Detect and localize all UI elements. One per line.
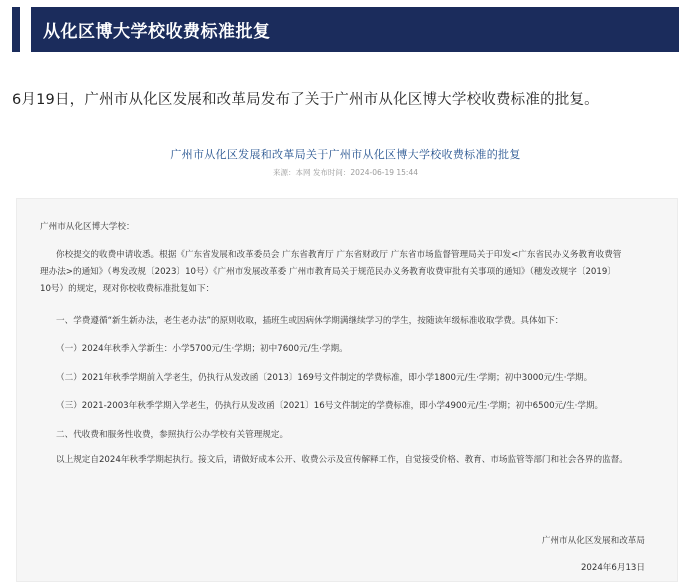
document-paragraph-1-line-2: 理办法>的通知》（粤发改规〔2023〕10号）《广州市发展改革委 广州市教育局关于规范民办义务教育收费审批有关事项的通知》（穗发改规字〔2019〕	[40, 267, 616, 277]
document-item-1b: （二）2021年秋季学期前入学老生，仍执行从发改函〔2013〕169号文件制定的学费标准，即小学1800元/生·学期；初中3000元/生·学期。	[56, 373, 593, 383]
header-title: 从化区博大学校收费标准批复	[43, 22, 271, 42]
document-salutation: 广州市从化区博大学校：	[40, 222, 135, 232]
document-paragraph-1: 你校提交的收费申请收悉。根据《广东省发展和改革委员会 广东省教育厅 广东省财政厅 广东省市场监督管理局关于印发<广东省民办义务教育收费管	[56, 250, 622, 260]
document-item-2: 二、代收费和服务性收费，参照执行公办学校有关管理规定。	[56, 430, 289, 440]
document-closing: 以上规定自2024年秋季学期起执行。接文后，请做好成本公开、收费公示及宣传解释工作，自觉接受价格、教育、市场监管等部门和社会各界的监督。	[56, 455, 628, 465]
document-meta: 来源：本网 发布时间：2024-06-19 15:44	[273, 168, 418, 177]
document-date: 2024年6月13日	[580, 563, 645, 573]
lead-paragraph: 6月19日，广州市从化区发展和改革局发布了关于广州市从化区博大学校收费标准的批复。	[12, 92, 599, 108]
document-item-1a: （一）2024年秋季入学新生：小学5700元/生·学期；初中7600元/生·学期。	[56, 344, 348, 354]
header-accent	[20, 7, 31, 52]
header-bar	[12, 7, 679, 52]
document-signature: 广州市从化区发展和改革局	[541, 536, 645, 546]
document-item-1: 一、学费遵循“新生新办法，老生老办法”的原则收取，插班生或因病休学期满继续学习的学生，按随读年级标准收取学费。具体如下：	[56, 316, 564, 326]
document-paragraph-1-line-3: 10号）的规定，现对你校收费标准批复如下：	[40, 284, 215, 294]
document-title[interactable]: 广州市从化区发展和改革局关于广州市从化区博大学校收费标准的批复	[170, 148, 521, 161]
document-item-1c: （三）2021-2003年秋季学期入学老生，仍执行从发改函〔2021〕16号文件制定的学费标准，即小学4900元/生·学期；初中6500元/生·学期。	[56, 401, 604, 411]
